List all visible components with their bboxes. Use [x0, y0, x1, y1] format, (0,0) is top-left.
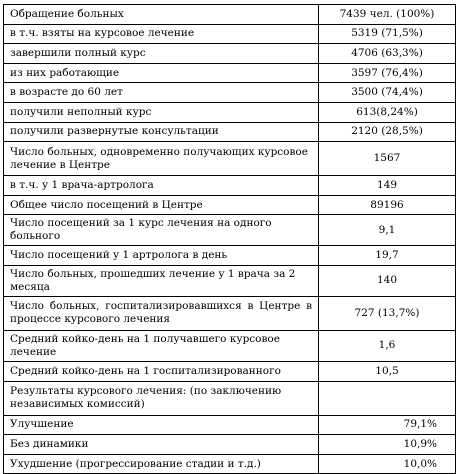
- table-row: [4, 122, 456, 142]
- row-value: 10,9%: [319, 435, 456, 455]
- row-value: 149: [319, 176, 456, 196]
- row-value: 3597 (76,4%): [319, 63, 456, 83]
- table-row: [4, 330, 456, 361]
- row-value: 5319 (71,5%): [319, 24, 456, 44]
- row-value: [319, 381, 456, 415]
- row-label: в т.ч. у 1 врача-артролога: [4, 176, 319, 196]
- row-value: 140: [319, 265, 456, 296]
- statistics-table: [3, 4, 456, 474]
- table-row: [4, 83, 456, 103]
- table-row: [4, 296, 456, 330]
- row-label: из них работающие: [4, 63, 319, 83]
- row-label: Средний койко-день на 1 получавшего курсовое лечение: [4, 330, 319, 361]
- row-label: Число больных, одновременно получающих курсовое лечение в Центре: [4, 142, 319, 176]
- row-label: Средний койко-день на 1 госпитализированного: [4, 361, 319, 381]
- table-row: [4, 44, 456, 64]
- row-label: Улучшение: [4, 415, 319, 435]
- row-value: 9,1: [319, 215, 456, 246]
- table-row: [4, 381, 456, 415]
- row-label: получили развернутые консультации: [4, 122, 319, 142]
- row-value: 4706 (63,3%): [319, 44, 456, 64]
- row-value: 7439 чел. (100%): [319, 5, 456, 25]
- table-row: [4, 24, 456, 44]
- table-row: [4, 195, 456, 215]
- row-value: 10,0%: [319, 454, 456, 474]
- table-row: [4, 454, 456, 474]
- table-row: [4, 361, 456, 381]
- row-label: завершили полный курс: [4, 44, 319, 64]
- row-value: 19,7: [319, 246, 456, 266]
- row-label: Общее число посещений в Центре: [4, 195, 319, 215]
- row-label: Число посещений у 1 артролога в день: [4, 246, 319, 266]
- row-label: Число больных, прошедших лечение у 1 врача за 2 месяца: [4, 265, 319, 296]
- row-value: 89196: [319, 195, 456, 215]
- row-label: Ухудшение (прогрессирование стадии и т.д.): [4, 454, 319, 474]
- table-row: [4, 415, 456, 435]
- row-label: получили неполный курс: [4, 102, 319, 122]
- row-value: 613(8,24%): [319, 102, 456, 122]
- row-value: 3500 (74,4%): [319, 83, 456, 103]
- table-row: [4, 63, 456, 83]
- row-label: Число больных, госпитализировавшихся в Центре в процессе курсового лечения: [4, 296, 319, 330]
- table-row: [4, 142, 456, 176]
- row-label: Обращение больных: [4, 5, 319, 25]
- table-row: [4, 176, 456, 196]
- row-value: 1567: [319, 142, 456, 176]
- row-label: в возрасте до 60 лет: [4, 83, 319, 103]
- row-label: Число посещений за 1 курс лечения на одного больного: [4, 215, 319, 246]
- table-row: [4, 265, 456, 296]
- table-row: [4, 246, 456, 266]
- row-value: 79,1%: [319, 415, 456, 435]
- row-value: 10,5: [319, 361, 456, 381]
- row-label: в т.ч. взяты на курсовое лечение: [4, 24, 319, 44]
- table-row: [4, 102, 456, 122]
- row-label: Результаты курсового лечения: (по заключению независимых комиссий): [4, 381, 319, 415]
- row-value: 2120 (28,5%): [319, 122, 456, 142]
- row-value: 1,6: [319, 330, 456, 361]
- table-row: [4, 215, 456, 246]
- row-label: Без динамики: [4, 435, 319, 455]
- table-row: [4, 435, 456, 455]
- table-row: [4, 5, 456, 25]
- row-value: 727 (13,7%): [319, 296, 456, 330]
